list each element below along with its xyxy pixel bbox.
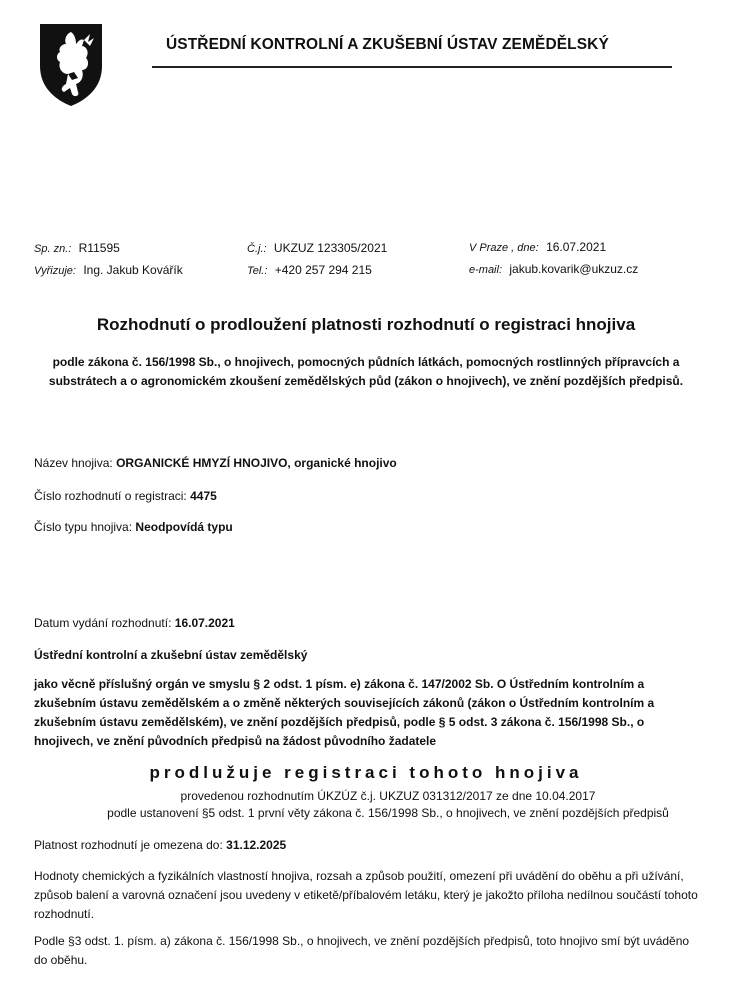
- meta-cj: [247, 241, 387, 255]
- issuer-name: Ústřední kontrolní a zkušební ústav zemědělský: [34, 648, 308, 662]
- czech-lion-crest-icon: [38, 22, 104, 108]
- decision-number-value: 4475: [190, 489, 217, 503]
- legal-basis-paragraph: jako věcně příslušný orgán ve smyslu § 2 odst. 1 písm. e) zákona č. 147/2002 Sb. O Ústředním kontrolním a zkušebním ústavu zemědělském a o změně některých souvisejících zákonů (zákon o Ústředním kontrolním a zkušebním ústavu zemědělském), ve znění pozdějších předpisů, podle § 5 odst. 3 zákona č. 156/1998 Sb., o hnojivech, ve znění původních předpisů na žádost původního žadatele: [34, 677, 655, 748]
- tel-value: +420 257 294 215: [274, 263, 372, 277]
- properties-paragraph: Hodnoty chemických a fyzikálních vlastností hnojiva, rozsah a způsob použití, omezení při uvádění do oběhu a při užívání, způsob balení a varovná označení jsou uvedeny v etiketě/příbalovém letáku, který je jakožto příloha nedílnou součástí tohoto rozhodnutí.: [34, 869, 698, 921]
- decision-line-1: provedenou rozhodnutím ÚKZÚZ č.j. UKZUZ 031312/2017 ze dne 10.04.2017: [180, 789, 596, 803]
- cj-label: Č.j.:: [247, 243, 267, 255]
- date-value: 16.07.2021: [546, 240, 607, 254]
- meta-vyrizuje: [34, 263, 183, 277]
- decision-number-field: [34, 489, 217, 503]
- vyrizuje-label: Vyřizuje:: [34, 265, 76, 277]
- decision-number-label: Číslo rozhodnutí o registraci:: [34, 489, 187, 503]
- cj-value: UKZUZ 123305/2021: [273, 241, 388, 255]
- meta-sp-zn: [34, 241, 120, 255]
- fertilizer-name-value: ORGANICKÉ HMYZÍ HNOJIVO, organické hnojivo: [116, 456, 397, 470]
- sp-zn-label: Sp. zn.:: [34, 243, 72, 255]
- date-label: V Praze , dne:: [469, 242, 539, 254]
- decision-line-2: podle ustanovení §5 odst. 1 první věty zákona č. 156/1998 Sb., o hnojivech, ve znění pozdějších předpisů: [107, 806, 669, 820]
- header-rule: [152, 66, 672, 68]
- meta-email: [469, 262, 638, 276]
- validity-field: [34, 838, 286, 852]
- document-title: Rozhodnutí o prodloužení platnosti rozhodnutí o registraci hnojiva: [96, 315, 636, 334]
- fertilizer-name-field: [34, 456, 397, 470]
- issue-date-field: [34, 616, 235, 630]
- type-number-value: Neodpovídá typu: [135, 520, 233, 534]
- vyrizuje-value: Ing. Jakub Kovářík: [83, 263, 183, 277]
- document-subtitle: podle zákona č. 156/1998 Sb., o hnojivech, pomocných půdních látkách, pomocných rostlinných přípravcích a substrátech a o agronomickém zkoušení zemědělských půd (zákon o hnojivech), ve znění pozdějších předpisů.: [48, 355, 684, 388]
- tel-label: Tel.:: [247, 265, 268, 277]
- email-value: jakub.kovarik@ukzuz.cz: [509, 262, 639, 276]
- email-label: e-mail:: [469, 264, 503, 276]
- issue-date-value: 16.07.2021: [174, 616, 235, 630]
- decision-heading: prodlužuje registraci tohoto hnojiva: [149, 763, 583, 782]
- meta-date: [469, 240, 606, 254]
- sp-zn-value: R11595: [78, 241, 120, 255]
- validity-value: 31.12.2025: [226, 838, 287, 852]
- type-number-field: [34, 520, 233, 534]
- validity-label: Platnost rozhodnutí je omezena do:: [34, 838, 223, 852]
- issue-date-label: Datum vydání rozhodnutí:: [34, 616, 172, 630]
- org-name: ÚSTŘEDNÍ KONTROLNÍ A ZKUŠEBNÍ ÚSTAV ZEMĚDĚLSKÝ: [166, 36, 609, 53]
- fertilizer-name-label: Název hnojiva:: [34, 456, 113, 470]
- meta-tel: [247, 263, 372, 277]
- type-number-label: Číslo typu hnojiva:: [34, 520, 133, 534]
- market-paragraph: Podle §3 odst. 1. písm. a) zákona č. 156/1998 Sb., o hnojivech, ve znění pozdějších předpisů, toto hnojivo smí být uváděno do oběhu.: [34, 934, 690, 967]
